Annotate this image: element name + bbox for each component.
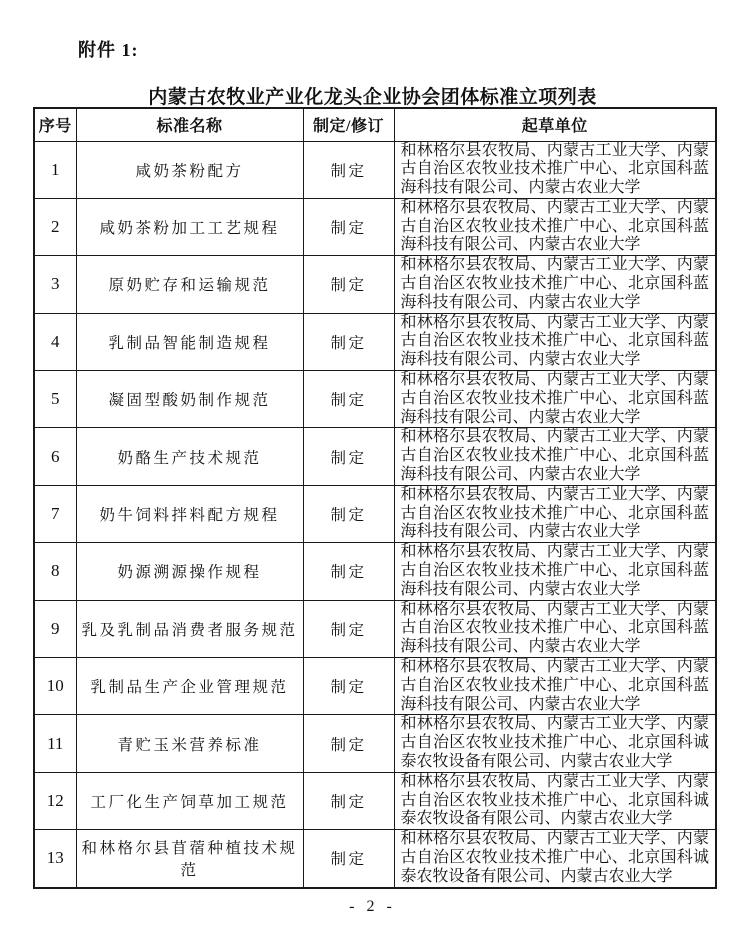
row-number: 9 — [34, 600, 76, 657]
standard-name: 奶牛饲料拌料配方规程 — [76, 485, 303, 542]
table-body — [34, 141, 716, 888]
formulate-revise: 制定 — [303, 141, 394, 198]
table-row — [34, 830, 716, 888]
table-row — [34, 543, 716, 600]
formulate-revise: 制定 — [303, 313, 394, 370]
standard-name: 青贮玉米营养标准 — [76, 715, 303, 772]
standard-name: 凝固型酸奶制作规范 — [76, 371, 303, 428]
row-number: 7 — [34, 485, 76, 542]
table-row — [34, 715, 716, 772]
formulate-revise: 制定 — [303, 543, 394, 600]
row-number: 2 — [34, 198, 76, 255]
drafting-units: 和林格尔县农牧局、内蒙古工业大学、内蒙古自治区农牧业技术推广中心、北京国科蓝海科技有限公司、内蒙古农业大学 — [394, 600, 716, 657]
formulate-revise: 制定 — [303, 428, 394, 485]
standard-name: 乳制品生产企业管理规范 — [76, 658, 303, 715]
formulate-revise: 制定 — [303, 371, 394, 428]
column-header-no: 序号 — [34, 108, 76, 141]
drafting-units: 和林格尔县农牧局、内蒙古工业大学、内蒙古自治区农牧业技术推广中心、北京国科蓝海科技有限公司、内蒙古农业大学 — [394, 543, 716, 600]
drafting-units: 和林格尔县农牧局、内蒙古工业大学、内蒙古自治区农牧业技术推广中心、北京国科蓝海科技有限公司、内蒙古农业大学 — [394, 256, 716, 313]
row-number: 6 — [34, 428, 76, 485]
drafting-units: 和林格尔县农牧局、内蒙古工业大学、内蒙古自治区农牧业技术推广中心、北京国科蓝海科技有限公司、内蒙古农业大学 — [394, 428, 716, 485]
standard-name: 乳制品智能制造规程 — [76, 313, 303, 370]
row-number: 11 — [34, 715, 76, 772]
row-number: 1 — [34, 141, 76, 198]
row-number: 5 — [34, 371, 76, 428]
attachment-label: 附件 1: — [78, 40, 139, 60]
formulate-revise: 制定 — [303, 715, 394, 772]
table-row — [34, 313, 716, 370]
standard-name: 和林格尔县苜蓿种植技术规范 — [76, 830, 303, 888]
table-row — [34, 141, 716, 198]
standard-name: 咸奶茶粉加工工艺规程 — [76, 198, 303, 255]
column-header-drafting-units: 起草单位 — [394, 108, 716, 141]
formulate-revise: 制定 — [303, 772, 394, 829]
table-header — [34, 108, 716, 141]
table-row — [34, 256, 716, 313]
standard-name: 奶源溯源操作规程 — [76, 543, 303, 600]
standard-name: 咸奶茶粉配方 — [76, 141, 303, 198]
table-row — [34, 198, 716, 255]
drafting-units: 和林格尔县农牧局、内蒙古工业大学、内蒙古自治区农牧业技术推广中心、北京国科蓝海科技有限公司、内蒙古农业大学 — [394, 141, 716, 198]
drafting-units: 和林格尔县农牧局、内蒙古工业大学、内蒙古自治区农牧业技术推广中心、北京国科蓝海科技有限公司、内蒙古农业大学 — [394, 371, 716, 428]
drafting-units: 和林格尔县农牧局、内蒙古工业大学、内蒙古自治区农牧业技术推广中心、北京国科诚泰农牧设备有限公司、内蒙古农业大学 — [394, 830, 716, 888]
formulate-revise: 制定 — [303, 198, 394, 255]
table-row — [34, 428, 716, 485]
page-number: - 2 - — [349, 898, 396, 915]
standards-table — [33, 107, 717, 889]
formulate-revise: 制定 — [303, 485, 394, 542]
table-row — [34, 371, 716, 428]
table-header-row — [34, 108, 716, 141]
row-number: 3 — [34, 256, 76, 313]
row-number: 13 — [34, 830, 76, 888]
drafting-units: 和林格尔县农牧局、内蒙古工业大学、内蒙古自治区农牧业技术推广中心、北京国科蓝海科技有限公司、内蒙古农业大学 — [394, 313, 716, 370]
formulate-revise: 制定 — [303, 830, 394, 888]
standard-name: 工厂化生产饲草加工规范 — [76, 772, 303, 829]
page-title: 内蒙古农牧业产业化龙头企业协会团体标准立项列表 — [148, 87, 597, 108]
drafting-units: 和林格尔县农牧局、内蒙古工业大学、内蒙古自治区农牧业技术推广中心、北京国科诚泰农牧设备有限公司、内蒙古农业大学 — [394, 772, 716, 829]
formulate-revise: 制定 — [303, 658, 394, 715]
standard-name: 奶酪生产技术规范 — [76, 428, 303, 485]
table-row — [34, 772, 716, 829]
drafting-units: 和林格尔县农牧局、内蒙古工业大学、内蒙古自治区农牧业技术推广中心、北京国科蓝海科技有限公司、内蒙古农业大学 — [394, 485, 716, 542]
row-number: 10 — [34, 658, 76, 715]
column-header-standard-name: 标准名称 — [76, 108, 303, 141]
drafting-units: 和林格尔县农牧局、内蒙古工业大学、内蒙古自治区农牧业技术推广中心、北京国科蓝海科技有限公司、内蒙古农业大学 — [394, 198, 716, 255]
row-number: 8 — [34, 543, 76, 600]
formulate-revise: 制定 — [303, 600, 394, 657]
table-row — [34, 485, 716, 542]
row-number: 12 — [34, 772, 76, 829]
column-header-formulate-revise: 制定/修订 — [303, 108, 394, 141]
drafting-units: 和林格尔县农牧局、内蒙古工业大学、内蒙古自治区农牧业技术推广中心、北京国科蓝海科技有限公司、内蒙古农业大学 — [394, 658, 716, 715]
row-number: 4 — [34, 313, 76, 370]
standard-name: 乳及乳制品消费者服务规范 — [76, 600, 303, 657]
table-row — [34, 600, 716, 657]
drafting-units: 和林格尔县农牧局、内蒙古工业大学、内蒙古自治区农牧业技术推广中心、北京国科诚泰农牧设备有限公司、内蒙古农业大学 — [394, 715, 716, 772]
formulate-revise: 制定 — [303, 256, 394, 313]
standard-name: 原奶贮存和运输规范 — [76, 256, 303, 313]
table-row — [34, 658, 716, 715]
